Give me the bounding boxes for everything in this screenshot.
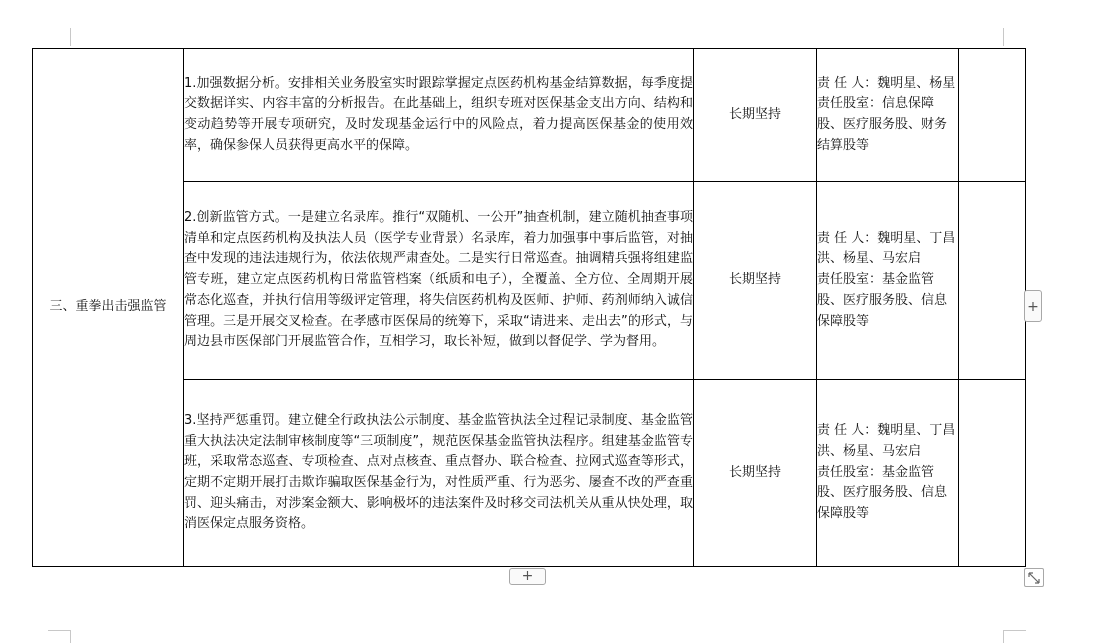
category-cell[interactable]	[33, 49, 184, 567]
responsible-person-line	[817, 74, 958, 95]
responsibility-cell[interactable]	[817, 182, 959, 380]
responsible-dept-text: 责任股室：信息保障股、医疗服务股、财务结算股等	[817, 96, 948, 153]
crop-mark-bottom-left-h	[48, 630, 70, 631]
content-cell[interactable]	[184, 182, 694, 380]
category-text: 三、重拳出击强监管	[49, 299, 167, 315]
extra-cell[interactable]	[959, 182, 1026, 380]
responsible-person-label: 责 任 人：	[817, 75, 878, 91]
crop-mark-bottom-left-v	[70, 630, 71, 643]
period-text: 长期坚持	[728, 464, 781, 480]
crop-mark-top-left-v	[70, 28, 71, 46]
task-table	[32, 48, 1026, 567]
resize-diagonal-icon	[1028, 572, 1040, 584]
period-cell[interactable]	[694, 182, 817, 380]
period-cell[interactable]	[694, 49, 817, 182]
responsible-person-label: 责 任 人：	[817, 423, 878, 439]
responsible-dept-text: 责任股室：基金监管股、医疗服务股、信息保障股等	[817, 272, 948, 329]
period-text: 长期坚持	[728, 106, 781, 122]
table-row	[33, 49, 1026, 182]
responsibility-cell[interactable]	[817, 49, 959, 182]
content-text: 2.创新监管方式。一是建立名录库。推行“双随机、一公开”抽查机制，建立随机抽查事项清单和定点医药机构及执法人员（医学专业背景）名录库，着力加强事中事后监管，对抽查中发现的违法违规行为，依法依规严肃查处。二是实行日常巡查。抽调精兵强将组建监管专班，建立定点医药机构日常监管档案（纸质和电子），全覆盖、全方位、全周期开展常态化巡查，并执行信用等级评定管理，将失信医药机构及医师、护师、药剂师纳入诚信管理。三是开展交叉检查。在孝感市医保局的统筹下，采取“请进来、走出去”的形式，与周边县市医保部门开展监管合作，互相学习，取长补短，做到以督促学、学为督用。	[184, 210, 693, 350]
content-cell[interactable]	[184, 49, 694, 182]
content-text: 3.坚持严惩重罚。建立健全行政执法公示制度、基金监管执法全过程记录制度、基金监管重大执法决定法制审核制度等“三项制度”，规范医保基金监管执法程序。组建基金监管专班，采取常态巡查、专项检查、点对点核查、重点督办、联合检查、拉网式巡查等形式，定期不定期开展打击欺诈骗取医保基金行为，对性质严重、行为恶劣、屡查不改的严查重罚、迎头痛击，对涉案金额大、影响极坏的违法案件及时移交司法机关从重从快处理，取消医保定点服务资格。	[184, 412, 693, 532]
responsible-person-line	[817, 421, 958, 462]
add-row-button[interactable]: +	[509, 568, 546, 585]
content-text: 1.加强数据分析。安排相关业务股室实时跟踪掌握定点医药机构基金结算数据，每季度提交数据详实、内容丰富的分析报告。在此基础上，组织专班对医保基金支出方向、结构和变动趋势等开展专项研究，及时发现基金运行中的风险点，着力提高医保基金的使用效率，确保参保人员获得更高水平的保障。	[184, 75, 693, 153]
add-column-button[interactable]: +	[1024, 290, 1042, 322]
responsibility-cell[interactable]	[817, 380, 959, 567]
crop-mark-bottom-right-h	[1004, 630, 1026, 631]
extra-cell[interactable]	[959, 380, 1026, 567]
responsible-person-names: 魏明星、丁昌洪、杨星、马宏启	[817, 423, 956, 459]
responsible-person-names: 魏明星、杨星	[877, 75, 956, 91]
responsible-person-names: 魏明星、丁昌洪、杨星、马宏启	[817, 230, 956, 267]
responsible-person-label: 责 任 人：	[817, 230, 878, 246]
extra-cell[interactable]	[959, 49, 1026, 182]
responsible-dept-text: 责任股室：基金监管股、医疗服务股、信息保障股等	[817, 464, 948, 522]
period-text: 长期坚持	[728, 272, 781, 288]
content-cell[interactable]	[184, 380, 694, 567]
table-resize-handle[interactable]	[1024, 568, 1044, 587]
crop-mark-top-right-v	[1003, 28, 1004, 46]
responsible-person-line	[817, 229, 958, 270]
crop-mark-bottom-right-v	[1003, 630, 1004, 643]
period-cell[interactable]	[694, 380, 817, 567]
